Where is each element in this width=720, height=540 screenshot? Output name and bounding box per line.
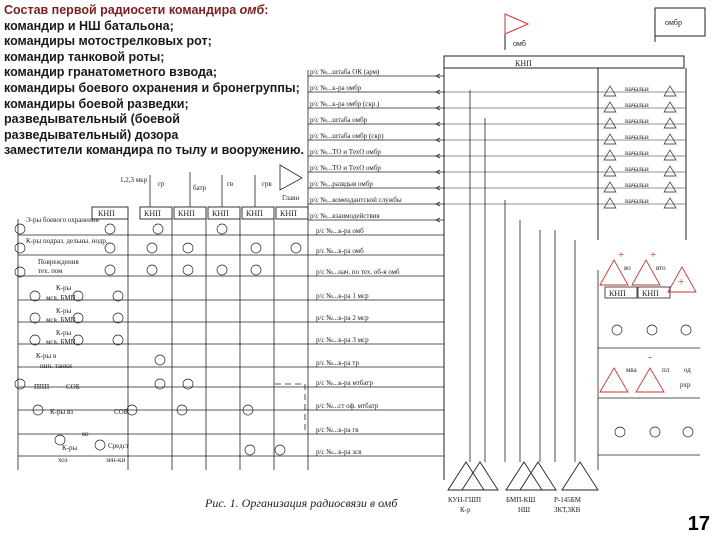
unit-label-batr: батр xyxy=(193,184,207,192)
left-label: СОБ xyxy=(66,383,80,391)
net-label: р/с №...развдыв омбр xyxy=(310,180,373,188)
unit-label-mkr: 1,2,3 мкр xyxy=(120,176,148,184)
bottom-unit-top: БМП-КШ xyxy=(506,496,536,504)
title-line: командиры боевого охранения и бронегруппы; xyxy=(4,80,300,95)
net-label: р/с №...штаба ОК (арм) xyxy=(310,68,380,76)
vto-label: вто xyxy=(656,264,666,272)
station-label: начальн xyxy=(625,149,649,157)
net-label: р/с №...штаба омбр (скр) xyxy=(310,132,384,140)
net-label: р/с №...к-ра мтбатр xyxy=(316,379,373,387)
unit-label-grv: грв xyxy=(262,180,272,188)
net-label: р/с №...к-ра омб xyxy=(316,227,364,235)
left-label: СОБ xyxy=(114,408,128,416)
dashed-link xyxy=(275,384,305,430)
upper-nets xyxy=(308,68,444,220)
net-label: р/с №...ТО и ТехО омбр xyxy=(310,164,381,172)
station-label: начальн xyxy=(625,101,649,109)
page-number: 17 xyxy=(687,513,710,535)
net-label: р/с №...к-ра 2 мср xyxy=(316,314,369,322)
od-label: од xyxy=(684,366,691,374)
knp-label: КНП xyxy=(642,289,659,298)
left-label: пип. танки xyxy=(40,362,72,370)
knp-header-label: КНП xyxy=(515,59,532,68)
bottom-units xyxy=(448,462,598,514)
left-label: К-ры вз xyxy=(50,408,74,416)
net-label: р/с №...к-ра гв xyxy=(316,426,359,434)
net-label: р/с №...к-ра зсв xyxy=(316,448,362,456)
title-line: командир танковой роты; xyxy=(4,49,165,64)
ombr-flag xyxy=(655,8,705,42)
left-label: К-ры xyxy=(56,284,72,292)
plus-sign: + xyxy=(650,249,657,261)
knp-label: КНП xyxy=(98,209,115,218)
left-labels xyxy=(26,216,129,464)
left-label: мсв. БМП xyxy=(46,294,76,302)
left-label: К-ры xyxy=(62,444,78,452)
bottom-unit-bottom: НШ xyxy=(518,506,531,514)
mva-label: мва xyxy=(626,366,637,374)
left-label: Повреждения xyxy=(38,258,79,266)
title-heading-unit: омб xyxy=(239,3,265,17)
bottom-unit-bottom: ЗКТ,ЗКВ xyxy=(554,506,581,514)
left-label: мсв. БМП xyxy=(46,338,76,346)
left-label: хоз xyxy=(58,456,68,464)
command-posts xyxy=(92,207,308,219)
knp-label: КНП xyxy=(246,209,263,218)
left-label: Э-ры боевого охранения xyxy=(26,216,99,224)
bottom-unit-bottom: К-р xyxy=(460,506,471,514)
net-label: р/с №...к-ра 1 мср xyxy=(316,292,369,300)
station-label: начальн xyxy=(625,133,649,141)
net-label: р/с №...к-ра омбр xyxy=(310,84,362,92)
right-group xyxy=(598,249,700,470)
left-label: тех. пом xyxy=(38,267,63,275)
left-label: К-ры подраз. дельны. нодр. xyxy=(26,237,108,245)
title-line: заместители командира по тылу и вооружению. xyxy=(4,143,304,158)
main-nets xyxy=(18,227,444,456)
net-label: р/с №...к-ра омб xyxy=(316,247,364,255)
net-label: р/с №...взаимодействия xyxy=(310,212,380,220)
title-heading-colon: : xyxy=(264,3,269,17)
left-label: Средст xyxy=(108,442,129,450)
title-line: командир и НШ батальона; xyxy=(4,18,174,33)
ombr-label: омбр xyxy=(665,18,682,27)
title-heading: Состав первой радиосети командира xyxy=(4,3,237,17)
plus-sign: + xyxy=(678,276,685,288)
left-label: мсв. БМП xyxy=(46,316,76,324)
plus-sign: + xyxy=(618,249,625,261)
left-label: К-ры xyxy=(56,329,72,337)
station-label: начальн xyxy=(625,85,649,93)
unit-label-glavn: Главн xyxy=(282,194,300,202)
feed-lines xyxy=(470,90,575,462)
net-label: р/с №...к-ра омбр (скр.) xyxy=(310,100,380,108)
station-label: начальн xyxy=(625,181,649,189)
left-label: зен-ки xyxy=(106,456,126,464)
left-label: К-ры xyxy=(56,307,72,315)
figure-caption: Рис. 1. Организация радиосвязи в омб xyxy=(205,496,398,510)
bus-arrows xyxy=(436,74,440,222)
bottom-unit-top: Р-145БМ xyxy=(554,496,581,504)
net-label: р/с №...к-ра 3 мср xyxy=(316,336,369,344)
knp-label: КНП xyxy=(178,209,195,218)
unit-label-gv: гв xyxy=(227,180,234,188)
net-label: р/с №...нач. по тех. об-я омб xyxy=(316,268,400,276)
title-line: разведывательный (боевой разведывательный) дозора xyxy=(4,112,180,142)
rkhr-label: рхр xyxy=(680,381,691,389)
left-label: ППП xyxy=(34,383,50,391)
station-label: начальн xyxy=(625,197,649,205)
net-label: р/с №...ТО и ТехО омбр xyxy=(310,148,381,156)
knp-label: КНП xyxy=(144,209,161,218)
knp-label: КНП xyxy=(280,209,297,218)
knp-label: КНП xyxy=(212,209,229,218)
net-label: р/с №...комендантской службы xyxy=(310,196,402,204)
pl-label: пл xyxy=(662,366,670,374)
bottom-unit-top: КУН-ГШП xyxy=(448,496,482,504)
net-label: р/с №...к-ра тр xyxy=(316,359,359,367)
station-label: начальн xyxy=(625,165,649,173)
station-label: начальн xyxy=(625,117,649,125)
net-label: р/с №...ст оф. мтбатр xyxy=(316,402,379,410)
title-line: командир гранатометного взвода; xyxy=(4,65,218,80)
unit-label-gr: гр xyxy=(158,180,165,188)
omb-label: омб xyxy=(513,39,526,48)
left-label: К-ры в xyxy=(36,352,57,360)
net-label: р/с №...штаба омбр xyxy=(310,116,368,124)
omb-flag xyxy=(505,14,528,50)
title-line: командиры мотострелковых рот; xyxy=(4,34,212,49)
right-stations xyxy=(444,85,686,208)
knp-header-box xyxy=(444,56,684,68)
vo-label: во xyxy=(624,264,631,272)
minus-sign: - xyxy=(648,351,652,363)
knp-label: КНП xyxy=(609,289,626,298)
title-line: командиры боевой разведки; xyxy=(4,96,189,111)
left-label: ко xyxy=(82,430,89,438)
unit-flags xyxy=(120,165,302,207)
